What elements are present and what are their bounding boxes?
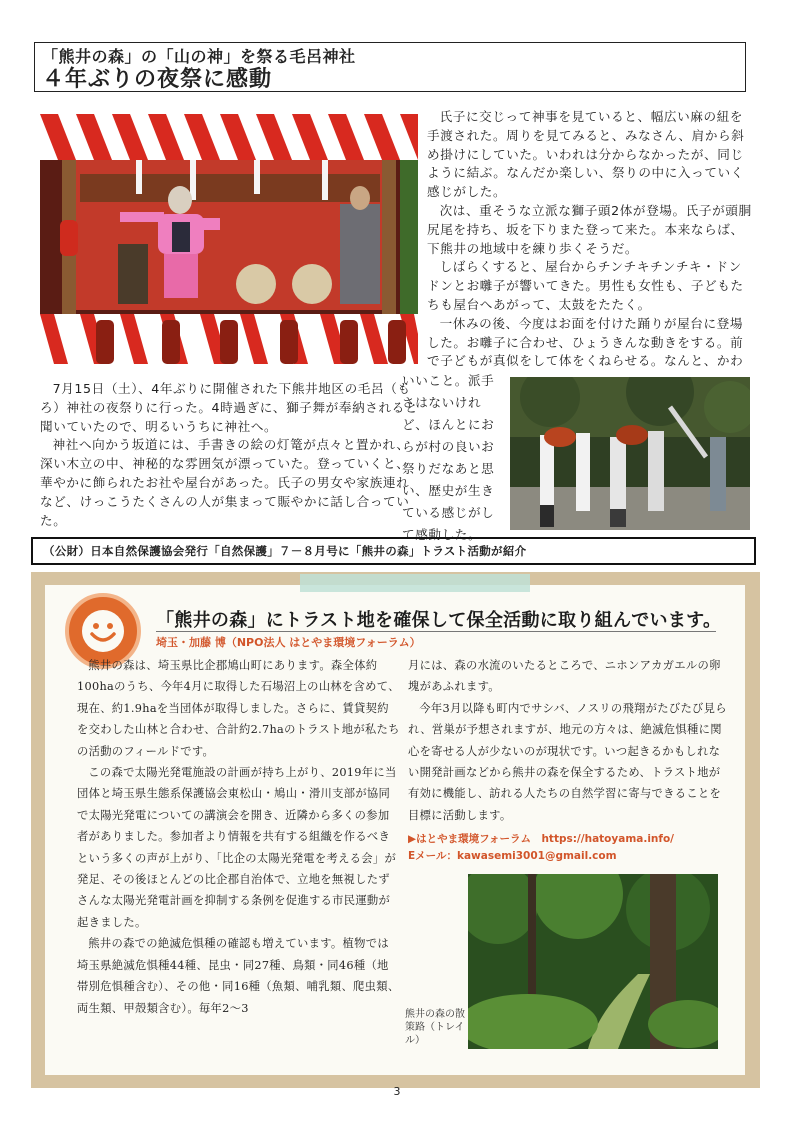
festival-float-photo: [40, 114, 418, 364]
clipping-title-rule: [156, 631, 716, 632]
article-paragraph: 一休みの後、今度はお面を付けた踊りが屋台に登場した。お囃子に合わせ、ひょうきんな動きをする。前で子どもが真似をして体をくねらせる。なんと、かわ: [427, 315, 744, 369]
photo-caption: 熊井の森の散策路（トレイル）: [405, 1009, 465, 1046]
email-link[interactable]: Eメール：kawasemi3001@gmail.com: [408, 850, 617, 862]
clipping-title: 「熊井の森」にトラスト地を確保して保全活動に取り組んでいます。: [156, 610, 722, 631]
clipping-paragraph: 月には、森の水流のいたるところで、ニホンアカガエルの卵塊があふれます。: [408, 659, 721, 694]
clipping-contact: [408, 831, 728, 865]
clipping-paragraph: 熊井の森は、埼玉県比企郡鳩山町にあります。森全体約100haのうち、今年4月に取得した石場沼上の山林を含めて、現在、約1.9haを当団体が取得しました。さらに、賃貸契約を交わした山林と合わせ、合計約2.7haのトラスト地が私たちの活動のフィールドです。: [77, 659, 400, 758]
article-paragraph: 神社へ向かう坂道には、手書きの絵の灯篭が点々と置かれ、深い木立の中、神秘的な雰囲気が漂っていた。登っていくと、華やかに飾られたお社や屋台があった。氏子の男女や家族連れなど、けっこうたくさんの人が集まって賑やかに話し合っていた。: [40, 437, 410, 528]
headline-title: ４年ぶりの夜祭に感動: [42, 67, 273, 92]
headline-subtitle: 「熊井の森」の「山の神」を祭る毛呂神社: [42, 47, 356, 66]
article-side-text: いいこと。派手さはないけれど、ほんとにおらが村の良いお祭りだなあと思い、歴史が生きている感じがして感動した。: [402, 373, 495, 542]
article-right-column: [427, 108, 753, 371]
article-left-column: [40, 380, 422, 530]
smile-face-icon: [82, 610, 124, 652]
clipping-paragraph: 今年3月以降も町内でサシバ、ノスリの飛翔がたびたび見られ、営巣が予想されますが、地元の方々は、絶滅危惧種に関心を寄せる人が少ないのが現状です。いつ起きるかもしれない開発計画などから熊井の森を保全するため、トラスト地が有効に機能し、訪れる人たちの自然学習に寄与できることを目標に活動します。: [408, 701, 727, 822]
page-number: 3: [393, 1085, 401, 1098]
tape-decoration: [300, 574, 530, 592]
article-paragraph: 7月15日（土）、4年ぶりに開催された下熊井地区の毛呂（もろ）神社の夜祭りに行った。4時過ぎに、獅子舞が奉納されると聞いていたので、明るいうちに神社へ。: [40, 381, 419, 434]
shishi-procession-photo: [510, 377, 750, 530]
clipping-paragraph: 熊井の森での絶滅危惧種の確認も増えています。植物では埼玉県絶滅危惧種44種、昆虫・同27種、鳥類・同46種（地帯別危惧種含む）、その他・同16種（魚類、哺乳類、爬虫類、両生類、甲殻類含む）。毎年2～3: [77, 937, 400, 1015]
article-paragraph: しばらくすると、屋台からチンチキチンチキ・ドンドンとお囃子が響いてきた。男性も女性も、子どもたちも屋台へあがって、太鼓をたたく。: [427, 259, 744, 312]
clipping-paragraph: この森で太陽光発電施設の計画が持ち上がり、2019年に当団体と埼玉県生態系保護協会東松山・鳩山・滑川支部が協同で太陽光発電についての講演会を開き、近隣から多くの参加者がありました。参加者より情報を共有する組織を作るべきという多くの声が上がり、「比企の太陽光発電を考える会」が発足、その後ほとんどの比企郡自治体で、立地を無視したずさんな太陽光発電計画を抑制する条例を促進する市民運動が起きました。: [77, 766, 397, 929]
article-paragraph: 氏子に交じって神事を見ていると、幅広い麻の紐を手渡された。周りを見てみると、みなさん、肩から斜め掛けにしていた。いわれは分からなかったが、同じように結ぶ。なんだか楽しい、祭りの中に入っていく感じがした。: [427, 109, 745, 200]
clipping-column-1: [77, 655, 400, 1019]
article-paragraph: 次は、重そうな立派な獅子頭2体が登場。氏子が頭胴尻尾を持ち、坂を下りまた登って来た。本来ならば、下熊井の地域中を練り歩くそうだ。: [427, 202, 752, 256]
forest-trail-photo: [468, 874, 718, 1049]
clipping-author: 埼玉・加藤 博（NPO法人 はとやま環境フォーラム）: [156, 636, 421, 649]
website-link[interactable]: ▶はとやま環境フォーラム https://hatoyama.info/: [408, 833, 675, 845]
announcement-banner: [31, 537, 756, 565]
banner-text: （公財）日本自然保護協会発行「自然保護」７－８月号に「熊井の森」トラスト活動が紹介: [43, 544, 527, 558]
clipping-column-2: [408, 655, 728, 826]
